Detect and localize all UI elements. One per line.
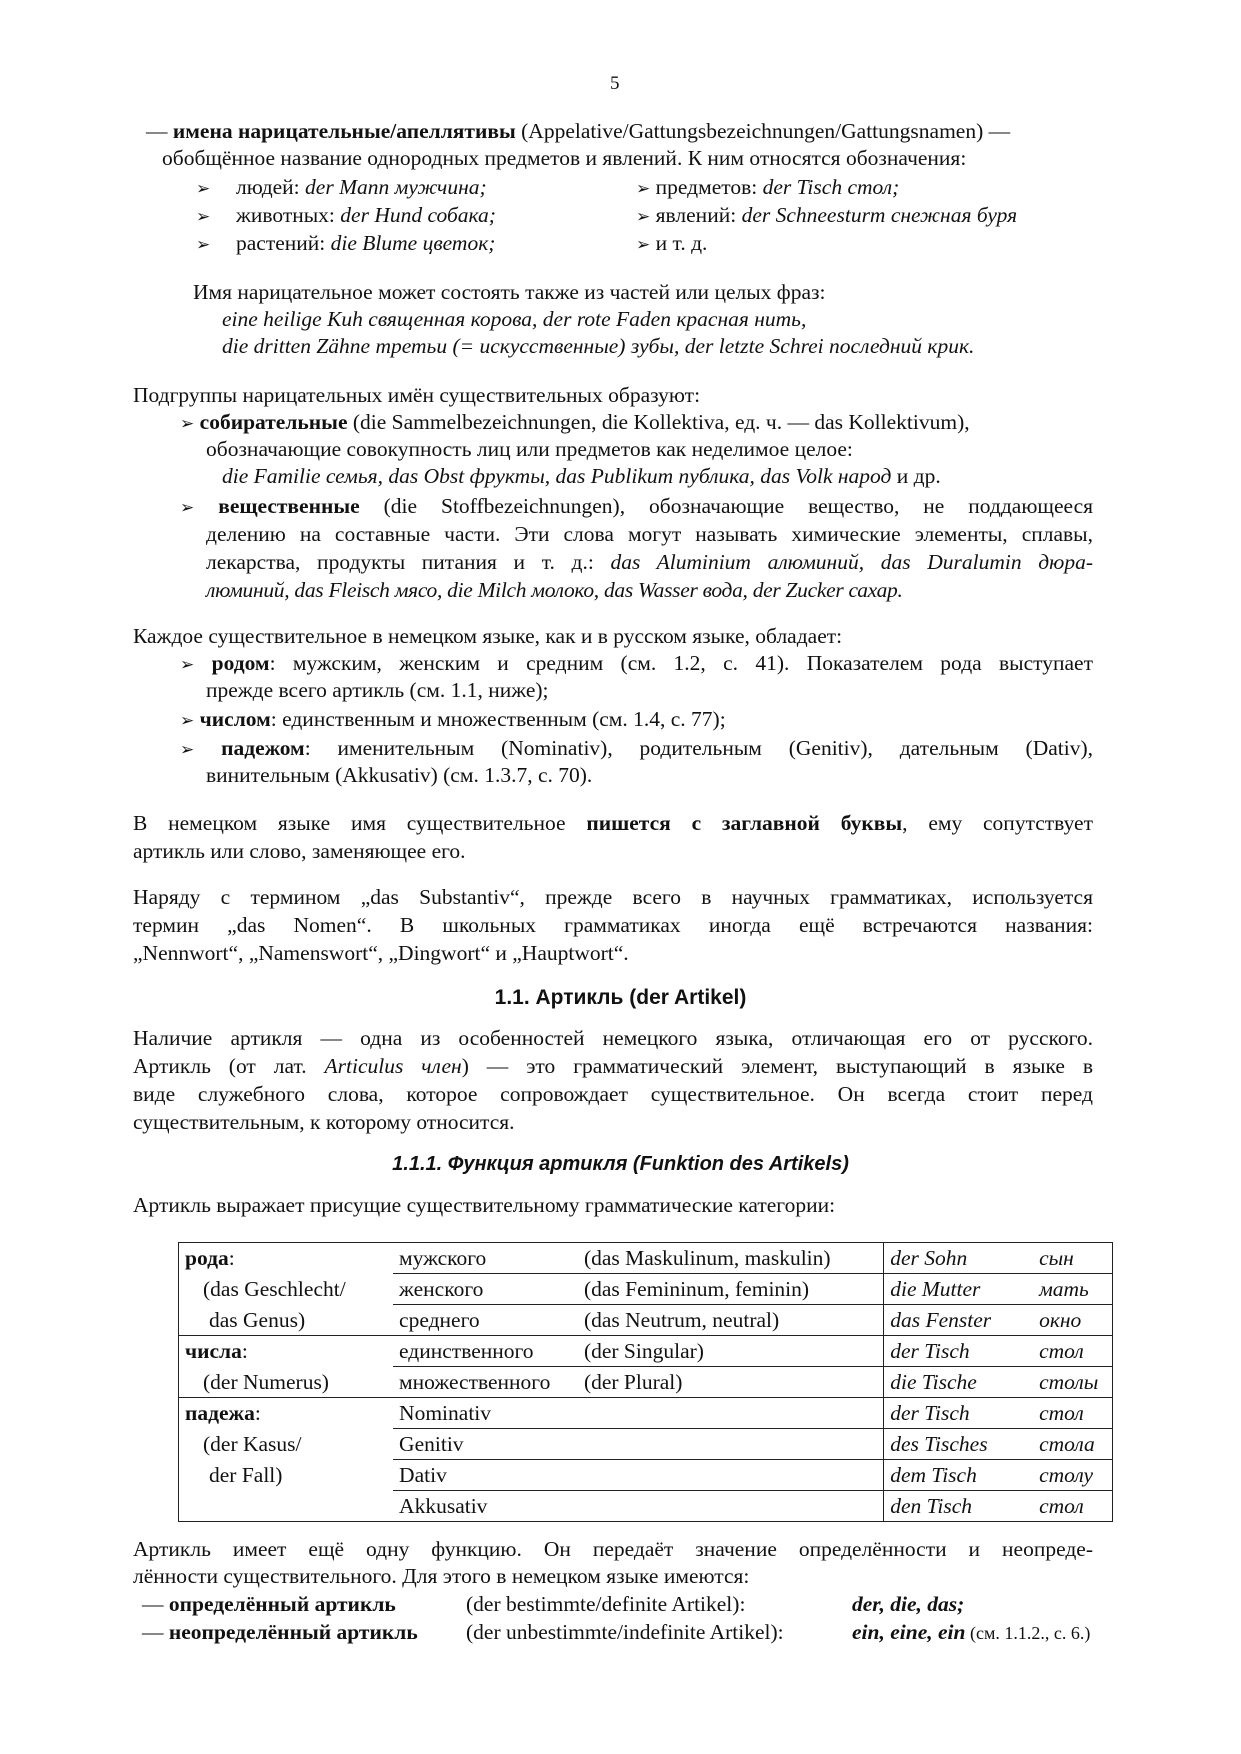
page-number: 5	[610, 73, 620, 94]
arrow-bullet-icon: ➢	[196, 207, 211, 227]
bullet-item	[196, 202, 210, 231]
gender-line1: ➢ родом: мужским, женским и средним (см. 1.2, с. 41). Показателем рода выступает	[180, 651, 1093, 675]
bullet-item	[196, 230, 210, 259]
material-line1: ➢ вещественные (die Stoffbezeichnungen), обозначающие вещество, не поддающееся	[180, 494, 1093, 518]
table-row: Akkusativ den Tisch стол	[179, 1491, 1113, 1522]
section-1-1-line3: виде служебного слова, которое сопровождает существительное. Он всегда стоит перед	[133, 1082, 1093, 1106]
table-row: das Genus) среднего (das Neutrum, neutral) das Fenster окно	[179, 1305, 1113, 1336]
arrow-bullet-icon: ➢	[180, 414, 200, 434]
terms-line1: Наряду с термином „das Substantiv“, прежде всего в научных грамматиках, используется	[133, 885, 1093, 909]
table-row: рода: мужского (das Maskulinum, maskulin) der Sohn сын	[179, 1243, 1113, 1274]
number-line: ➢ числом: единственным и множественным (см. 1.4, с. 77);	[180, 707, 726, 731]
arrow-bullet-icon: ➢	[180, 655, 212, 675]
bullet-text: людей: der Mann мужчина;	[236, 175, 487, 199]
arrow-bullet-icon: ➢	[180, 498, 219, 518]
appellatives-note: (Appelative/Gattungsbezeichnungen/Gattungsnamen) —	[515, 119, 1011, 143]
section-1-1-line4: существительным, к которому относится.	[133, 1110, 515, 1134]
arrow-bullet-icon: ➢	[180, 711, 200, 731]
section-1-1-line1: Наличие артикля — одна из особенностей немецкого языка, отличающая его от русского.	[133, 1026, 1093, 1050]
definiteness-line1: Артикль имеет ещё одну функцию. Он передаёт значение определённости и неопреде-	[133, 1537, 1093, 1561]
table-row: der Fall) Dativ dem Tisch столу	[179, 1460, 1113, 1491]
phrase-example-1: eine heilige Kuh священная корова, der rote Faden красная нить,	[222, 307, 807, 331]
case-line1: ➢ падежом: именительным (Nominativ), родительным (Genitiv), дательным (Dativ),	[180, 736, 1093, 760]
definite-article-term: — определённый артикль	[142, 1592, 396, 1616]
properties-intro: Каждое существительное в немецком языке, как и в русском языке, обладает:	[133, 624, 843, 648]
table-row: (das Geschlecht/ женского (das Femininum, feminin) die Mutter мать	[179, 1274, 1113, 1305]
indefinite-article-forms: ein, eine, ein (см. 1.1.2., с. 6.)	[852, 1620, 1091, 1644]
section-heading-1-1: 1.1. Артикль (der Artikel)	[494, 986, 747, 1009]
table-row: (der Numerus) множественного (der Plural) die Tische столы	[179, 1367, 1113, 1398]
dash: —	[146, 119, 168, 143]
arrow-bullet-icon: ➢	[196, 179, 211, 199]
definite-article-note: (der bestimmte/definite Artikel):	[466, 1592, 746, 1616]
bullet-text: растений: die Blume цветок;	[236, 231, 496, 255]
gender-line2: прежде всего артикль (см. 1.1, ниже);	[206, 678, 549, 702]
subgroups-intro: Подгруппы нарицательных имён существительных образуют:	[133, 383, 701, 407]
table-row: (der Kasus/ Genitiv des Tisches стола	[179, 1429, 1113, 1460]
capital-line2: артикль или слово, заменяющее его.	[133, 839, 466, 863]
collective-line2: обозначающие совокупность лиц или предметов как неделимое целое:	[206, 437, 853, 461]
appellatives-line1	[146, 118, 1010, 145]
terms-line2: термин „das Nomen“. В школьных грамматиках иногда ещё встречаются названия:	[133, 913, 1093, 937]
section-1-1-line2: Артикль (от лат. Articulus член) — это грамматический элемент, выступающий в языке в	[133, 1054, 1093, 1078]
collective-line1: ➢ собирательные (die Sammelbezeichnungen, die Kollektiva, ед. ч. — das Kollektivum),	[180, 410, 970, 434]
table-row: падежа: Nominativ der Tisch стол	[179, 1398, 1113, 1429]
bullet-text: ➢ и т. д.	[636, 231, 708, 255]
material-line2: делению на составные части. Эти слова могут называть химические элементы, сплавы,	[206, 522, 1093, 546]
arrow-bullet-icon: ➢	[636, 179, 656, 199]
appellatives-line2: обобщённое название однородных предметов и явлений. К ним относятся обозначения:	[162, 146, 967, 170]
material-line4: люминий, das Fleisch мясо, die Milch молоко, das Wasser вода, der Zucker сахар.	[206, 578, 903, 602]
arrow-bullet-icon: ➢	[636, 235, 656, 255]
arrow-bullet-icon: ➢	[636, 207, 656, 227]
phrase-intro: Имя нарицательное может состоять также из частей или целых фраз:	[193, 280, 826, 304]
collective-example: die Familie семья, das Obst фрукты, das Publikum публика, das Volk народ и др.	[222, 464, 941, 488]
material-line3: лекарства, продукты питания и т. д.: das Aluminium алюминий, das Duralumin дюра-	[206, 550, 1093, 574]
phrase-example-2: die dritten Zähne третьи (= искусственные) зубы, der letzte Schrei последний крик.	[222, 334, 975, 358]
bullet-text: ➢ предметов: der Tisch стол;	[636, 175, 900, 199]
indefinite-article-term: — неопределённый артикль	[142, 1620, 418, 1644]
appellatives-term: имена нарицательные/апеллятивы	[172, 119, 516, 143]
definiteness-line2: лённости существительного. Для этого в немецком языке имеются:	[133, 1564, 750, 1588]
definite-article-forms: der, die, das;	[852, 1592, 965, 1616]
article-categories-table	[178, 1242, 1113, 1522]
table-row: числа: единственного (der Singular) der Tisch стол	[179, 1336, 1113, 1367]
case-line2: винительным (Akkusativ) (см. 1.3.7, с. 70).	[206, 763, 593, 787]
bullet-text: животных: der Hund собака;	[236, 203, 496, 227]
bullet-item	[196, 174, 210, 203]
terms-line3: „Nennwort“, „Namenswort“, „Dingwort“ и „Hauptwort“.	[133, 941, 629, 965]
bullet-text: ➢ явлений: der Schneesturm снежная буря	[636, 203, 1018, 227]
section-heading-1-1-1: 1.1.1. Функция артикля (Funktion des Artikels)	[392, 1153, 849, 1175]
section-1-1-1-intro: Артикль выражает присущие существительному грамматические категории:	[133, 1193, 836, 1217]
capital-line1: В немецком языке имя существительное пишется с заглавной буквы, ему сопутствует	[133, 811, 1093, 835]
indefinite-article-note: (der unbestimmte/indefinite Artikel):	[466, 1620, 784, 1644]
arrow-bullet-icon: ➢	[180, 740, 222, 760]
arrow-bullet-icon: ➢	[196, 235, 211, 255]
